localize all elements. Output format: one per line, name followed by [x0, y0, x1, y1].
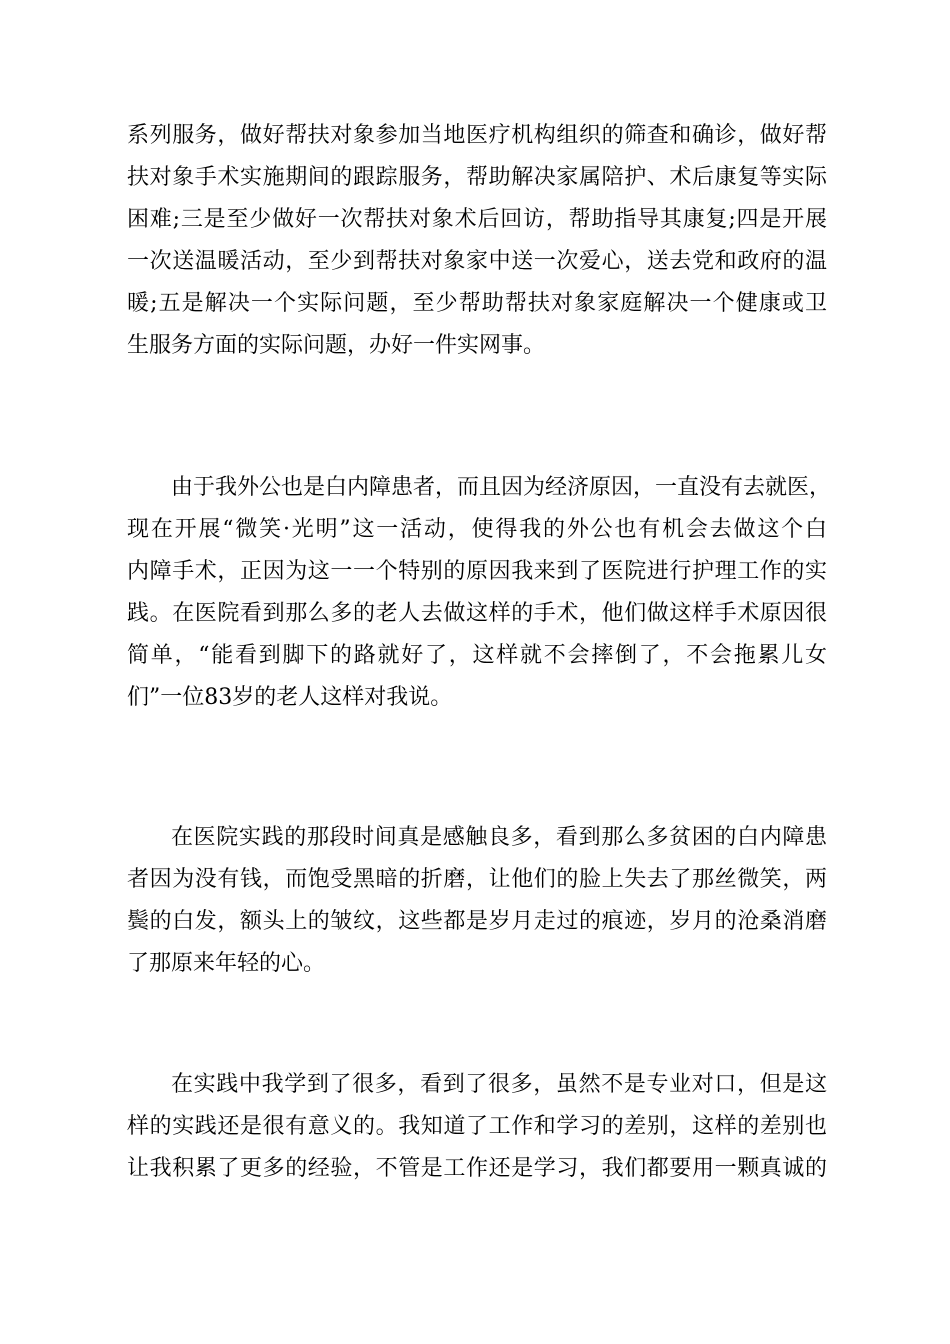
text-line: 生服务方面的实际问题，办好一件实网事。: [127, 333, 546, 358]
text-line: 扶对象手术实施期间的跟踪服务，帮助解决家属陪护、术后康复等实际: [127, 165, 827, 190]
text-line: 者因为没有钱，而饱受黑暗的折磨，让他们的脸上失去了那丝微笑，两: [127, 867, 827, 892]
text-line: 让我积累了更多的经验，不管是工作还是学习，我们都要用一颗真诚的: [127, 1156, 827, 1181]
text-line: 践。在医院看到那么多的老人去做这样的手术，他们做这样手术原因很: [127, 601, 827, 626]
paragraph-grandfather: [127, 467, 832, 719]
text-line: 困难;三是至少做好一次帮扶对象术后回访，帮助指导其康复;四是开展: [127, 207, 827, 232]
text-line: 们”一位83岁的老人这样对我说。: [127, 685, 453, 710]
paragraph-service-list: [127, 115, 827, 367]
text-line: 在实践中我学到了很多，看到了很多，虽然不是专业对口，但是这: [171, 1072, 827, 1097]
text-line: 由于我外公也是白内障患者，而且因为经济原因，一直没有去就医，: [171, 475, 832, 500]
text-line: 简单，“能看到脚下的路就好了，这样就不会摔倒了，不会拖累儿女: [127, 643, 827, 668]
text-line: 了那原来年轻的心。: [127, 951, 326, 976]
text-line: 现在开展“微笑·光明”这一活动，使得我的外公也有机会去做这个白: [127, 517, 827, 542]
text-line: 暖;五是解决一个实际问题，至少帮助帮扶对象家庭解决一个健康或卫: [127, 291, 827, 316]
text-line: 内障手术，正因为这一一个特别的原因我来到了医院进行护理工作的实: [127, 559, 827, 584]
text-line: 系列服务，做好帮扶对象参加当地医疗机构组织的筛查和确诊，做好帮: [127, 123, 827, 148]
text-line: 鬓的白发，额头上的皱纹，这些都是岁月走过的痕迹，岁月的沧桑消磨: [127, 909, 827, 934]
paragraph-practice-lessons: [127, 1064, 827, 1190]
text-line: 一次送温暖活动，至少到帮扶对象家中送一次爱心，送去党和政府的温: [127, 249, 827, 274]
paragraph-hospital-feelings: [127, 817, 827, 985]
text-line: 在医院实践的那段时间真是感触良多，看到那么多贫困的白内障患: [171, 825, 827, 850]
text-line: 样的实践还是很有意义的。我知道了工作和学习的差别，这样的差别也: [127, 1114, 827, 1139]
